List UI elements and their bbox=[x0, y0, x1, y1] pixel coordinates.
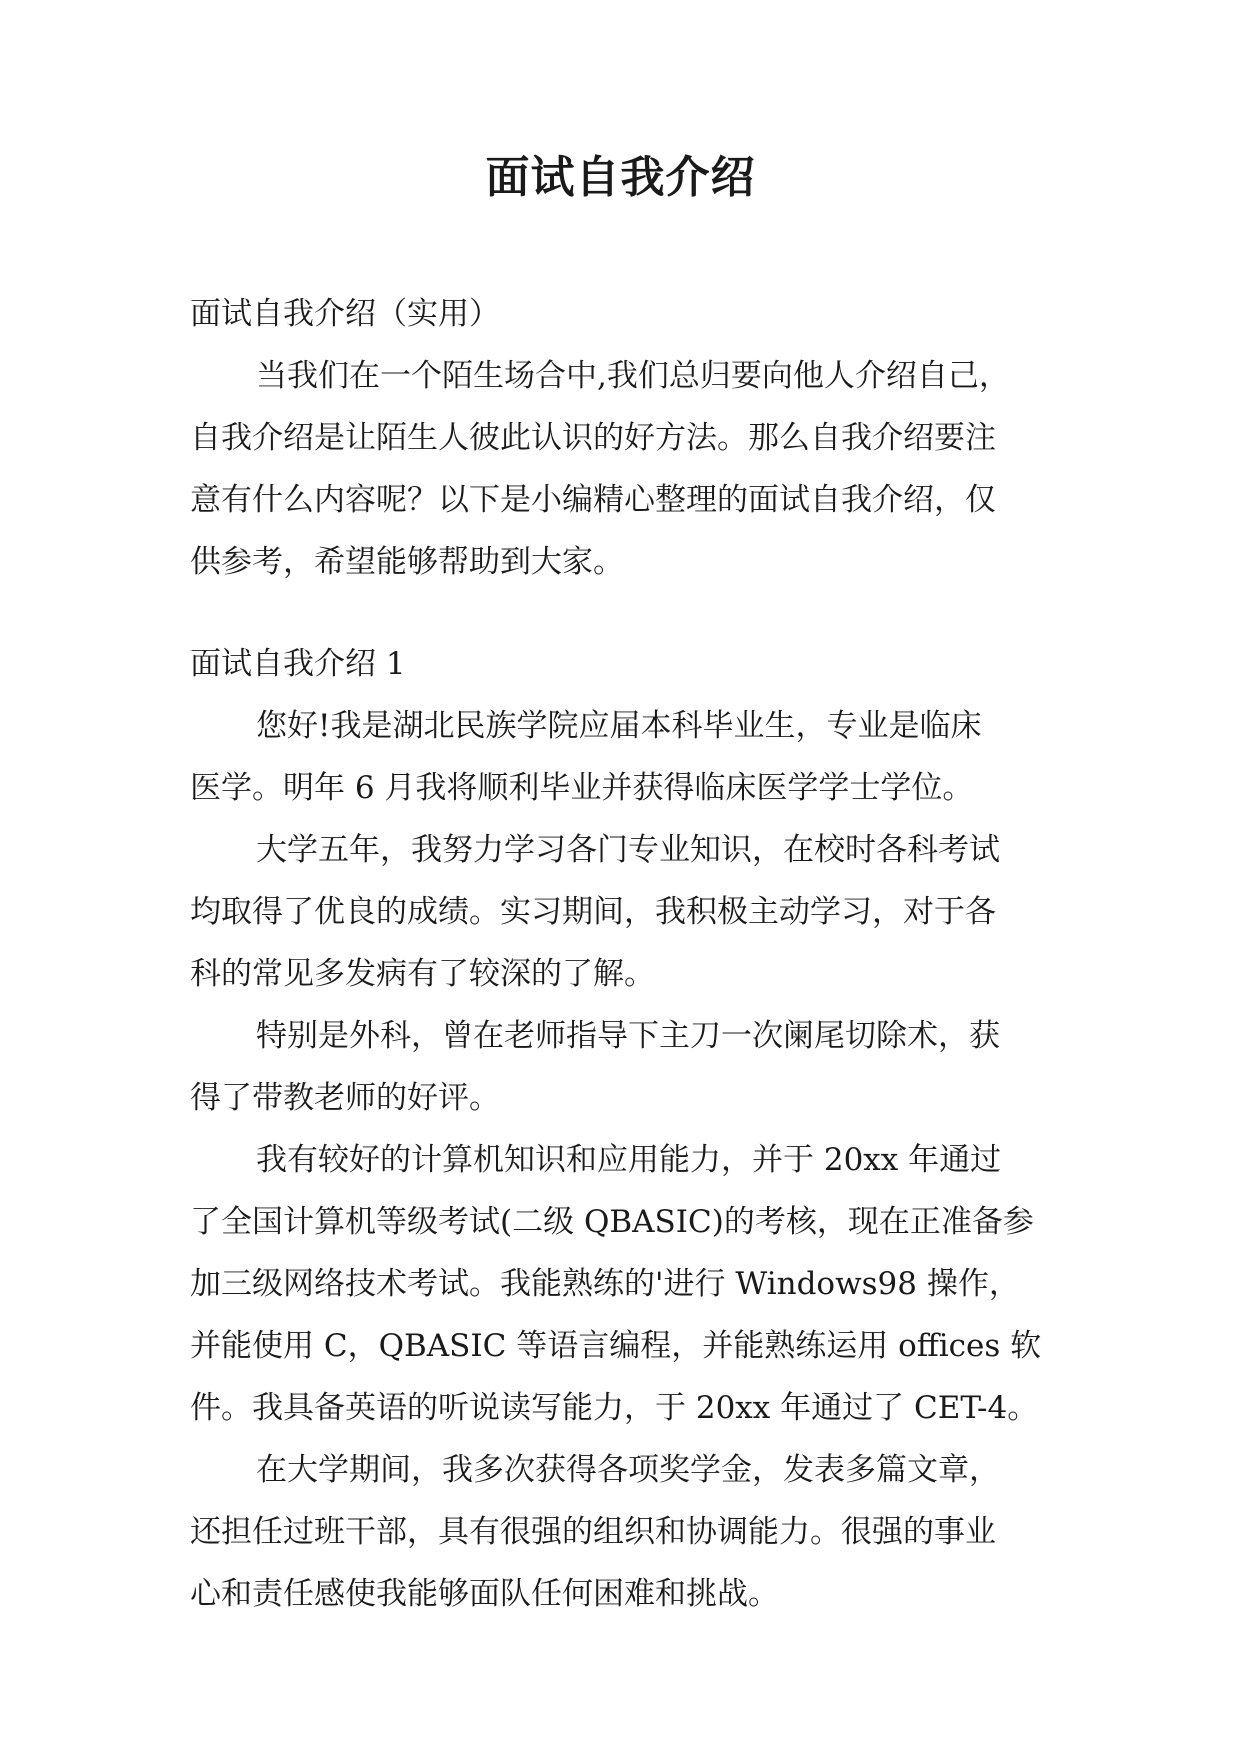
intro-paragraph bbox=[190, 345, 1050, 593]
paragraph-study bbox=[190, 819, 1050, 1005]
section-spacer bbox=[190, 593, 1050, 633]
intro-line: 当我们在一个陌生场合中,我们总归要向他人介绍自己， bbox=[256, 358, 1010, 394]
intro-line: 意有什么内容呢？以下是小编精心整理的面试自我介绍，仅 bbox=[190, 482, 996, 518]
section-heading: 面试自我介绍 1 bbox=[190, 646, 406, 682]
paragraph-line: 心和责任感使我能够面队任何困难和挑战。 bbox=[190, 1576, 779, 1612]
paragraph-line: 加三级网络技术考试。我能熟练的'进行 Windows98 操作， bbox=[190, 1266, 1020, 1302]
paragraph-line: 件。我具备英语的听说读写能力，于 20xx 年通过了 CET-4。 bbox=[190, 1390, 1039, 1426]
paragraph-education bbox=[190, 695, 1050, 819]
paragraph-line: 科的常见多发病有了较深的了解。 bbox=[190, 956, 655, 992]
intro-line: 供参考，希望能够帮助到大家。 bbox=[190, 544, 624, 580]
paragraph-surgery bbox=[190, 1005, 1050, 1129]
paragraph-line: 了全国计算机等级考试(二级 QBASIC)的考核，现在正准备参 bbox=[190, 1204, 1034, 1240]
paragraph-line: 得了带教老师的好评。 bbox=[190, 1080, 500, 1116]
paragraph-line: 您好!我是湖北民族学院应届本科毕业生，专业是临床 bbox=[256, 708, 982, 744]
paragraph-skills bbox=[190, 1129, 1050, 1439]
paragraph-line: 特别是外科，曾在老师指导下主刀一次阑尾切除术，获 bbox=[256, 1018, 1000, 1054]
paragraph-line: 医学。明年 6 月我将顺利毕业并获得临床医学学士学位。 bbox=[190, 770, 974, 806]
document-title: 面试自我介绍 bbox=[485, 152, 756, 203]
paragraph-line: 大学五年，我努力学习各门专业知识，在校时各科考试 bbox=[256, 832, 1000, 868]
paragraph-line: 在大学期间，我多次获得各项奖学金，发表多篇文章， bbox=[256, 1452, 1000, 1488]
paragraph-line: 并能使用 C，QBASIC 等语言编程，并能熟练运用 offices 软 bbox=[190, 1328, 1042, 1364]
paragraph-line: 还担任过班干部，具有很强的组织和协调能力。很强的事业 bbox=[190, 1514, 996, 1550]
paragraph-line: 我有较好的计算机知识和应用能力，并于 20xx 年通过 bbox=[256, 1142, 1002, 1178]
paragraph-activities bbox=[190, 1439, 1050, 1625]
paragraph-line: 均取得了优良的成绩。实习期间，我积极主动学习，对于各 bbox=[190, 894, 996, 930]
document-subtitle: 面试自我介绍（实用） bbox=[190, 296, 500, 332]
intro-line: 自我介绍是让陌生人彼此认识的好方法。那么自我介绍要注 bbox=[190, 420, 996, 456]
document-body bbox=[190, 283, 1050, 1625]
